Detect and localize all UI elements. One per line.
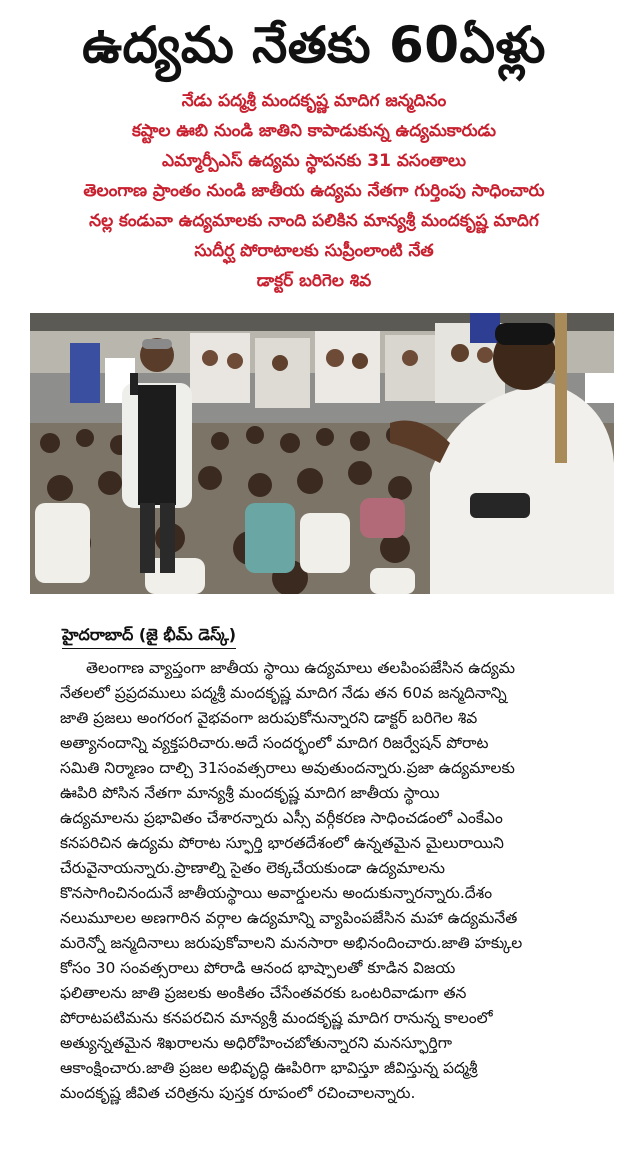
article-line: నేతలలో ప్రప్రదములు పద్మశ్రీ మందకృష్ణ మాదిగ నేడు తన 60వ జన్మదినాన్ని [60,684,507,702]
subhead-line: తెలంగాణ ప్రాంతం నుండి జాతీయ ఉద్యమ నేతగా గుర్తింపు సాధించారు [83,181,545,201]
rally-photo-illustration [30,313,614,594]
article-line: మరెన్నో జన్మదినాలు జరుపుకోవాలని మనసారా అభినందించారు.జాతి హక్కుల [60,934,523,952]
headline: ఉద్యమ నేతకు 60ఏళ్లు [82,16,546,74]
article-line: ఊపిరి పోసిన నేతగా మాన్యశ్రీ మందకృష్ణ మాదిగ జాతీయ స్థాయి [60,784,440,802]
article-line: ఉద్యమాలను ప్రభావితం చేశారన్నారు ఎస్సీ వర్గీకరణ సాధించడంలో ఎంకేఎం [60,809,503,827]
article-line: అత్యున్నతమైన శిఖరాలను అధిరోహించబోతున్నారని మనస్ఫూర్తిగా [60,1034,453,1052]
article-line: జాతి ప్రజలు అంగరంగ వైభవంగా జరుపుకోనున్నారని డాక్టర్ బరిగెల శివ [60,709,478,727]
article-line: ఆకాంక్షించారు.జాతి ప్రజల అభివృద్ధి ఊపిరిగా భావిస్తూ జీవిస్తున్న పద్మశ్రీ [60,1059,478,1077]
article-line: ఫలితాలను జాతి ప్రజలకు అంకితం చేసేంతవరకు ఒంటరివాడుగా తన [60,984,467,1002]
dateline: హైదరాబాద్ (జై భీమ్ డెస్క్) [62,624,236,649]
article-line: కనపరిచిన ఉద్యమ పోరాట స్ఫూర్తి భారతదేశంలో ఉన్నతమైన మైలురాయిని [60,834,504,852]
subhead-line: నల్ల కండువా ఉద్యమాలకు నాంది పలికిన మాన్యశ్రీ మందకృష్ణ మాదిగ [89,211,539,231]
article-line: చేరువైనాయన్నారు.ప్రాణాల్ని సైతం లెక్కచేయకుండా ఉద్యమాలను [60,859,445,877]
subhead-line: నేడు పద్మశ్రీ మందకృష్ణ మాదిగ జన్మదినం [181,91,447,111]
subhead-line: డాక్టర్ బరిగెల శివ [256,271,372,291]
article-body [60,656,610,1106]
article-line: నలుమూలల అణగారిన వర్గాల ఉద్యమాన్ని వ్యాపింపజేసిన మహా ఉద్యమనేత [60,909,518,927]
article-line: కొనసాగించినందునే జాతీయస్థాయి అవార్డులను అందుకున్నారన్నారు.దేశం [60,884,493,902]
article-line: మందకృష్ణ జీవిత చరిత్రను పుస్తక రూపంలో రచించాలన్నారు. [60,1084,416,1102]
subhead-line: కష్టాల ఊబి నుండి జాతిని కాపాడుకున్న ఉద్యమకారుడు [131,121,497,141]
article-line: అత్యానందాన్ని వ్యక్తపరిచారు.అదే సందర్భంలో మాదిగ రిజర్వేషన్ పోరాట [60,734,489,752]
article-line: సమితి నిర్మాణం దాల్చి 31సంవత్సరాలు అవుతుందన్నారు.ప్రజా ఉద్యమాలకు [60,759,515,777]
subhead-line: సుదీర్ఘ పోరాటాలకు సుప్రీంలాంటి నేత [194,241,434,261]
article-line: కోసం 30 సంవత్సరాలు పోరాడి ఆనంద భాష్పాలతో కూడిన విజయ [60,959,456,977]
article-line: తెలంగాణ వ్యాప్తంగా జాతీయ స్థాయి ఉద్యమాలు తలపింపజేసిన ఉద్యమ [86,659,515,677]
subheads [20,86,608,296]
article-line: పోరాటపటిమను కనపరచిన మాన్యశ్రీ మందకృష్ణ మాదిగ రానున్న కాలంలో [60,1009,493,1027]
subhead-line: ఎమ్మార్పీఎస్ ఉద్యమ స్థాపనకు 31 వసంతాలు [162,151,466,171]
news-photo [30,313,614,594]
